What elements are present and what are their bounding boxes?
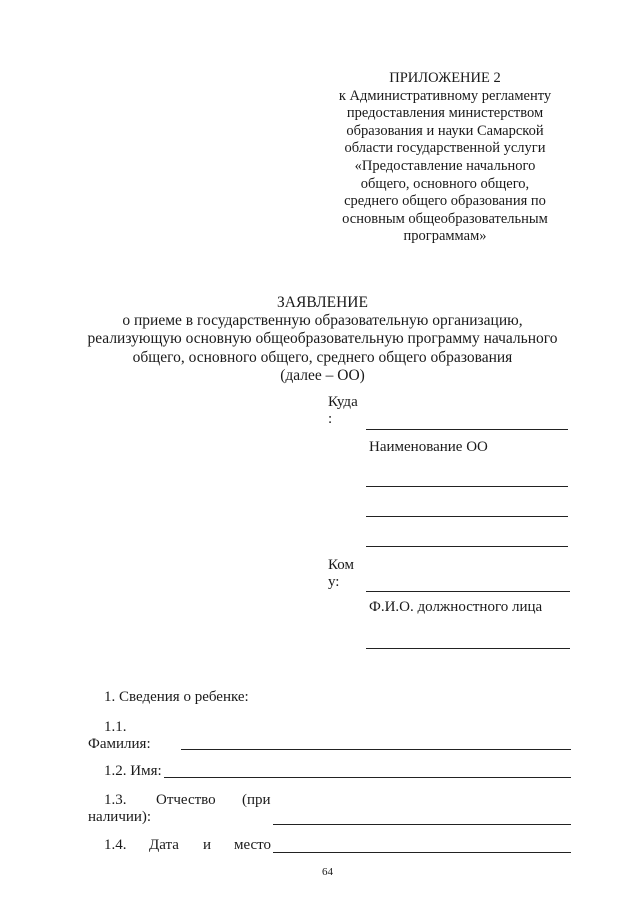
surname-field[interactable]	[181, 749, 571, 750]
patronymic-label-word: Отчество	[156, 792, 216, 808]
statement-line: реализующую основную общеобразовательную программу начального	[87, 330, 558, 348]
birth-label-word: Дата	[149, 837, 179, 853]
appendix-line: основным общеобразовательным	[342, 210, 548, 227]
surname-number: 1.1.	[104, 719, 127, 735]
patronymic-number: 1.3.	[104, 792, 127, 808]
statement-header	[60, 294, 585, 385]
surname-label: Фамилия:	[88, 736, 151, 752]
statement-line: о приеме в государственную образовательную организацию,	[122, 312, 523, 330]
whom-field[interactable]	[366, 591, 570, 592]
to-label-colon: :	[328, 411, 333, 427]
whom-label: Ком	[328, 557, 354, 573]
child-section-heading: 1. Сведения о ребенке:	[104, 689, 249, 705]
to-field-line-4[interactable]	[366, 546, 568, 547]
patronymic-label-word: наличии):	[88, 809, 152, 825]
to-caption: Наименование ОО	[369, 439, 488, 455]
whom-label-cont: у:	[328, 574, 340, 590]
appendix-line: среднего общего образования по	[344, 193, 546, 210]
page-number: 64	[322, 866, 333, 878]
birth-label-word: и	[203, 837, 212, 853]
appendix-line: предоставления министерством	[346, 105, 544, 122]
appendix-line: общего, основного общего,	[360, 175, 530, 192]
to-field-line-3[interactable]	[366, 516, 568, 517]
appendix-title: ПРИЛОЖЕНИЕ 2	[389, 70, 501, 86]
name-label: 1.2. Имя:	[104, 763, 162, 779]
statement-line: общего, основного общего, среднего общего образования	[132, 348, 513, 366]
to-field[interactable]	[366, 429, 568, 430]
to-label: Куда	[328, 394, 358, 410]
appendix-header	[300, 70, 590, 246]
appendix-line: программам»	[403, 228, 487, 245]
birth-number: 1.4.	[104, 837, 127, 853]
patronymic-label-word: (при	[242, 792, 271, 808]
statement-title: ЗАЯВЛЕНИЕ	[277, 294, 368, 311]
appendix-line: «Предоставление начального	[354, 157, 536, 174]
appendix-line: образования и науки Самарской	[346, 122, 544, 139]
name-field[interactable]	[164, 777, 571, 778]
birth-field[interactable]	[273, 852, 571, 853]
appendix-line: к Административному регламенту	[338, 87, 552, 104]
statement-line: (далее – ОО)	[280, 366, 365, 384]
to-field-line-2[interactable]	[366, 486, 568, 487]
patronymic-field[interactable]	[273, 824, 571, 825]
appendix-line: области государственной услуги	[344, 140, 546, 157]
birth-label-word: место	[234, 837, 272, 853]
whom-field-line-2[interactable]	[366, 648, 570, 649]
whom-caption: Ф.И.О. должностного лица	[369, 599, 543, 615]
